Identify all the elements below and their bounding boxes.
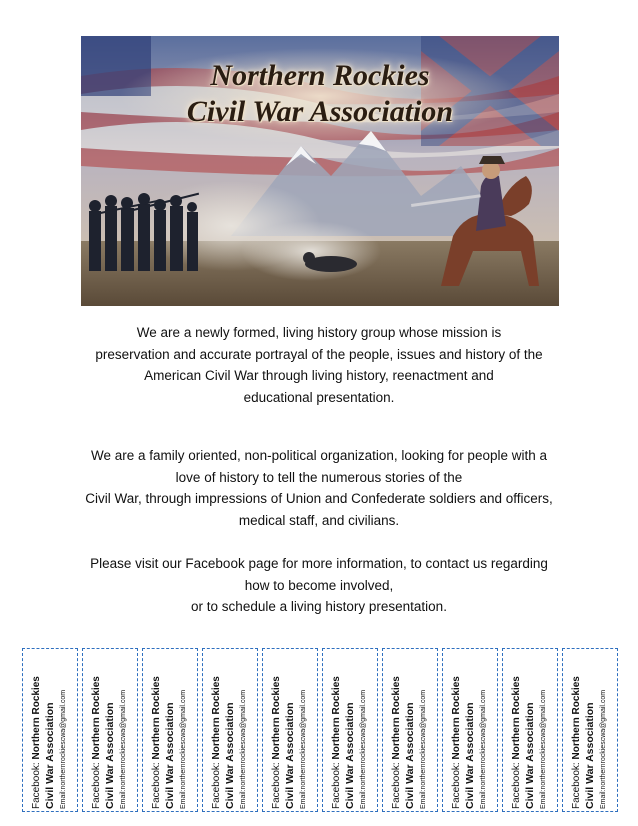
tab-content [210,651,250,809]
tear-off-tabs [22,648,622,814]
tear-off-tab[interactable] [322,648,378,812]
tab-facebook-label: Facebook: [91,762,102,809]
tab-email: Email:northernrockiescwa@gmail.com [60,689,67,809]
paragraph-line: Please visit our Facebook page for more information, to contact us regarding [90,556,548,571]
tab-facebook-name: Northern Rockies [31,676,42,760]
tear-off-tab[interactable] [562,648,618,812]
tab-content [90,651,130,809]
banner-title [81,58,559,130]
tab-content [30,651,70,809]
tear-off-tab[interactable] [442,648,498,812]
tear-off-tab[interactable] [142,648,198,812]
tab-org-name: Civil War Association [223,702,236,809]
paragraph-line: American Civil War through living history, reenactment and [144,368,494,383]
tab-facebook-name: Northern Rockies [511,676,522,760]
tab-email: Email:northernrockiescwa@gmail.com [300,689,307,809]
mission-paragraph [36,322,602,408]
tab-facebook-line [330,651,344,809]
tab-facebook-label: Facebook: [571,762,582,809]
tear-off-tab[interactable] [202,648,258,812]
paragraph-line: how to become involved, [244,577,394,593]
tab-facebook-line [450,651,464,809]
tab-facebook-line [150,651,164,809]
tear-off-tab[interactable] [82,648,138,812]
tear-off-tab[interactable] [382,648,438,812]
tear-off-tab[interactable] [502,648,558,812]
banner-image [81,36,559,306]
paragraph-line: We are a family oriented, non-political organization, looking for people with a [90,448,547,463]
tab-email: Email:northernrockiescwa@gmail.com [120,689,127,809]
tab-content [450,651,490,809]
tab-org-name: Civil War Association [523,702,536,809]
tab-facebook-line [390,651,404,809]
tab-facebook-name: Northern Rockies [271,676,282,760]
tab-org-name: Civil War Association [43,702,56,809]
tab-org-name: Civil War Association [283,702,296,809]
tab-facebook-line [30,651,44,809]
paragraph-line: or to schedule a living history presentation. [191,599,447,614]
tab-content [570,651,610,809]
tab-facebook-name: Northern Rockies [451,676,462,760]
tab-facebook-name: Northern Rockies [571,676,582,760]
paragraph-line: Civil War, through impressions of Union and Confederate soldiers and officers, [85,491,553,506]
tab-facebook-name: Northern Rockies [91,676,102,760]
tab-content [270,651,310,809]
tab-email: Email:northernrockiescwa@gmail.com [480,689,487,809]
paragraph-line: educational presentation. [243,389,395,405]
tab-facebook-label: Facebook: [211,762,222,809]
tear-off-tab[interactable] [22,648,78,812]
banner-title-line2: Civil War Association [186,95,454,128]
tab-email: Email:northernrockiescwa@gmail.com [180,689,187,809]
tab-facebook-line [210,651,224,809]
tab-email: Email:northernrockiescwa@gmail.com [540,689,547,809]
tab-facebook-line [510,651,524,809]
tab-facebook-label: Facebook: [31,762,42,809]
banner-title-line1: Northern Rockies [210,59,430,92]
tab-org-name: Civil War Association [103,702,116,809]
tab-email: Email:northernrockiescwa@gmail.com [360,689,367,809]
tab-org-name: Civil War Association [463,702,476,809]
tab-facebook-name: Northern Rockies [391,676,402,760]
tab-facebook-line [270,651,284,809]
tab-facebook-line [90,651,104,809]
paragraph-line: preservation and accurate portrayal of the people, issues and history of the [95,346,543,362]
tab-facebook-name: Northern Rockies [211,676,222,760]
paragraph-line: medical staff, and civilians. [238,512,400,528]
paragraph-line: love of history to tell the numerous stories of the [175,469,463,485]
tear-off-tab[interactable] [262,648,318,812]
tab-content [390,651,430,809]
tab-content [150,651,190,809]
tab-facebook-label: Facebook: [271,762,282,809]
tab-facebook-label: Facebook: [331,762,342,809]
tab-content [330,651,370,809]
tab-facebook-label: Facebook: [151,762,162,809]
tab-content [510,651,550,809]
organization-paragraph [36,445,602,531]
tab-org-name: Civil War Association [583,702,596,809]
tab-facebook-line [570,651,584,809]
tab-email: Email:northernrockiescwa@gmail.com [240,689,247,809]
tab-facebook-label: Facebook: [511,762,522,809]
tab-facebook-label: Facebook: [451,762,462,809]
tab-org-name: Civil War Association [163,702,176,809]
tab-org-name: Civil War Association [403,702,416,809]
tab-email: Email:northernrockiescwa@gmail.com [600,689,607,809]
tab-facebook-label: Facebook: [391,762,402,809]
paragraph-line: We are a newly formed, living history group whose mission is [136,325,502,340]
tab-email: Email:northernrockiescwa@gmail.com [420,689,427,809]
tab-facebook-name: Northern Rockies [151,676,162,760]
contact-paragraph [36,553,602,618]
tab-facebook-name: Northern Rockies [331,676,342,760]
tab-org-name: Civil War Association [343,702,356,809]
